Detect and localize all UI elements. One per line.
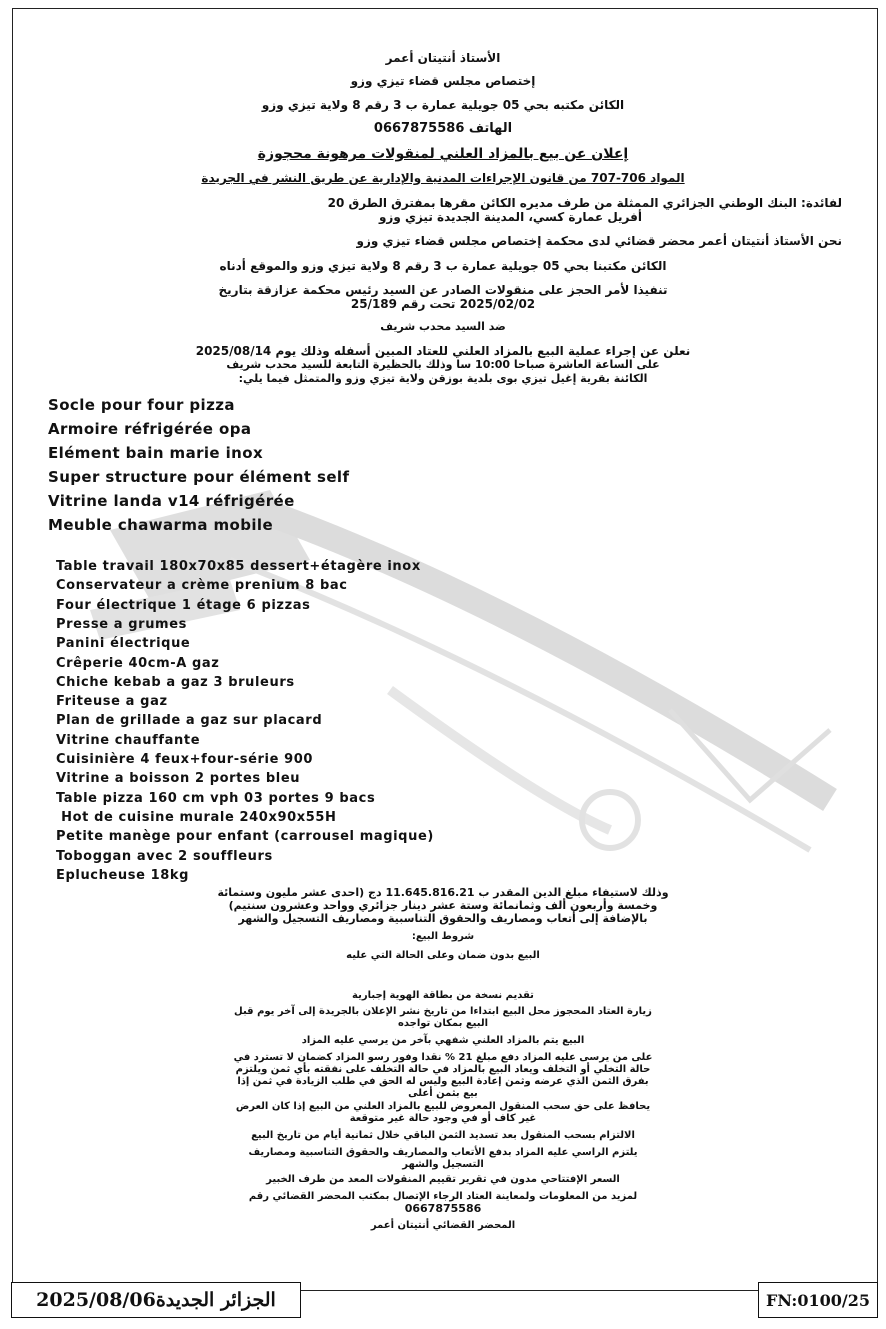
reference-code-text: FN:0100/25 bbox=[766, 1290, 870, 1310]
item: Vitrine a boisson 2 portes bleu bbox=[56, 771, 301, 786]
against: ضد السيد محدب شريف bbox=[380, 320, 506, 333]
order-line-1: تنفيذا لأمر الحجز على منقولات الصادر عن السيد رئيس محكمة عزازقة بتاريخ bbox=[218, 283, 668, 297]
beneficiary-line-2: أفريل عمارة كسي، المدينة الجديدة تيزي وزو bbox=[378, 210, 642, 224]
item: Vitrine chauffante bbox=[56, 733, 201, 748]
item: Plan de grillade a gaz sur placard bbox=[56, 713, 323, 728]
bailiff-line-1: نحن الأستاذ أنتيتان أعمر محضر قضائي لدى محكمة إختصاص مجلس قضاء تيزي وزو bbox=[356, 234, 842, 248]
item: Four électrique 1 étage 6 pizzas bbox=[56, 598, 311, 613]
item: Chiche kebab a gaz 3 bruleurs bbox=[56, 675, 295, 690]
item: Friteuse a gaz bbox=[56, 694, 168, 709]
announce-line-1: نعلن عن إجراء عملية البيع بالمزاد العلني للعتاد المبين أسفله وذلك يوم 2025/08/14 bbox=[195, 344, 691, 358]
item: Petite manège pour enfant (carrousel magique) bbox=[56, 829, 434, 844]
item: Panini électrique bbox=[56, 636, 191, 651]
order-line-2: 2025/02/02 تحت رقم 25/189 bbox=[350, 297, 536, 311]
item: Elément bain marie inox bbox=[48, 444, 264, 462]
item: Super structure pour élément self bbox=[48, 468, 350, 486]
condition: التسجيل والشهر bbox=[402, 1159, 484, 1170]
item: Presse a grumes bbox=[56, 617, 187, 632]
condition: بيع بثمن أعلى bbox=[408, 1088, 478, 1099]
item: Meuble chawarma mobile bbox=[48, 516, 274, 534]
condition: لمزيد من المعلومات ولمعاينة العتاد الرجاء الإتصال بمكتب المحضر القضائي رقم bbox=[248, 1191, 638, 1202]
item: Crêperie 40cm-A gaz bbox=[56, 656, 220, 671]
item: Eplucheuse 18kg bbox=[56, 868, 190, 883]
newspaper-date bbox=[11, 1282, 301, 1318]
signature: المحضر القضائي أنتيتان أعمر bbox=[370, 1220, 516, 1231]
condition: البيع بمكان تواجده bbox=[397, 1018, 489, 1029]
item: Table pizza 160 cm vph 03 portes 9 bacs bbox=[56, 791, 376, 806]
newspaper-date-text: الجزائر الجديدة2025/08/06 bbox=[36, 1289, 276, 1311]
office-address: الكائن مكتبه بحي 05 جويلية عمارة ب 3 رقم 8 ولاية تيزي وزو bbox=[261, 98, 625, 112]
condition: بفرق الثمن الذي عرضه وثمن إعادة البيع وليس له الحق في طلب الزيادة في ثمن إذا bbox=[237, 1076, 649, 1087]
phone: الهاتف 0667875586 bbox=[373, 121, 513, 136]
condition: يحافظ على حق سحب المنقول المعروض للبيع بالمزاد العلني من البيع إذا كان العرض bbox=[235, 1101, 651, 1112]
item: Toboggan avec 2 souffleurs bbox=[56, 849, 273, 864]
item: Socle pour four pizza bbox=[48, 396, 235, 414]
condition: الالتزام بسحب المنقول بعد تسديد الثمن الباقي خلال ثمانية أيام من تاريخ البيع bbox=[251, 1130, 635, 1141]
beneficiary-line-1: لفائدة: البنك الوطني الجزائري الممثلة من طرف مديره الكائن مقرها بمفترق الطرق 20 bbox=[327, 196, 842, 210]
item: Table travail 180x70x85 dessert+étagère inox bbox=[56, 559, 421, 574]
item: Vitrine landa v14 réfrigérée bbox=[48, 492, 295, 510]
condition: تقديم نسخة من بطاقة الهوية إجبارية bbox=[352, 990, 534, 1001]
item: Hot de cuisine murale 240x90x55H bbox=[56, 810, 337, 825]
condition: يلتزم الراسي عليه المزاد بدفع الأتعاب والمصاريف والحقوق التناسبية ومصاريف bbox=[248, 1147, 638, 1158]
bailiff-name: الأستاذ أنتيتان أعمر bbox=[385, 51, 501, 65]
bailiff-line-2: الكائن مكتبنا بحي 05 جويلية عمارة ب 3 رقم 8 ولاية تيزي وزو والموقع أدناه bbox=[219, 259, 667, 273]
item: Armoire réfrigérée opa bbox=[48, 420, 252, 438]
condition: غير كاف أو في وجود حالة غير متوقعة bbox=[349, 1113, 537, 1124]
item: Conservateur a crème prenium 8 bac bbox=[56, 578, 348, 593]
contact-phone: 0667875586 bbox=[404, 1202, 482, 1215]
item: Cuisinière 4 feux+four-série 900 bbox=[56, 752, 314, 767]
condition: زيارة العتاد المحجوز محل البيع ابتداءا من تاريخ نشر الإعلان بالجريدة إلى آخر يوم قبل bbox=[234, 1006, 652, 1017]
debt-line-1: وذلك لاستيفاء مبلغ الدين المقدر ب 11.645.816.21 دج (احدى عشر مليون وستمائة bbox=[217, 886, 669, 899]
announce-line-3: الكائنة بقرية إغيل تيزي بوى بلدية بوزقن ولاية تيزي وزو والمتمثل فيما يلي: bbox=[238, 372, 648, 385]
notice-title: إعلان عن بيع بالمزاد العلني لمنقولات مرهونة محجوزة bbox=[257, 146, 629, 162]
condition: على من يرسى عليه المزاد دفع مبلغ 21 % نقدا وفور رسو المزاد كضمان لا تسترد في bbox=[233, 1052, 653, 1063]
announce-line-2: على الساعة العاشرة صباحا 10:00 سا وذلك بالحظيرة التابعة للسيد محدب شريف bbox=[226, 358, 660, 371]
debt-line-2: وخمسة وأربعون ألف وثمانمائة وستة عشر دينار جزائري وواحد وعشرون سنتيم) bbox=[228, 899, 658, 912]
condition: حالة التخلي أو التخلف ويعاد البيع بالمزاد في حالة التخلف على نفقته بأي ثمن ويلتزم bbox=[235, 1064, 651, 1075]
debt-line-3: بالإضافة إلى أتعاب ومصاريف والحقوق التناسبية ومصاريف التسجيل والشهر bbox=[238, 912, 648, 925]
jurisdiction: إختصاص مجلس قضاء تيزي وزو bbox=[350, 74, 536, 88]
condition: البيع بدون ضمان وعلى الحالة التي عليه bbox=[346, 950, 540, 961]
condition: البيع يتم بالمزاد العلني شفهي بآخر من يرسي عليه المزاد bbox=[301, 1035, 585, 1046]
conditions-title: شروط البيع: bbox=[411, 931, 475, 942]
legal-articles: المواد 706-707 من قانون الإجراءات المدنية والإدارية عن طريق النشر في الجريدة bbox=[201, 171, 685, 185]
condition: السعر الإفتتاحي مدون في تقرير تقييم المنقولات المعد من طرف الخبير bbox=[266, 1174, 620, 1185]
reference-code bbox=[758, 1282, 878, 1318]
